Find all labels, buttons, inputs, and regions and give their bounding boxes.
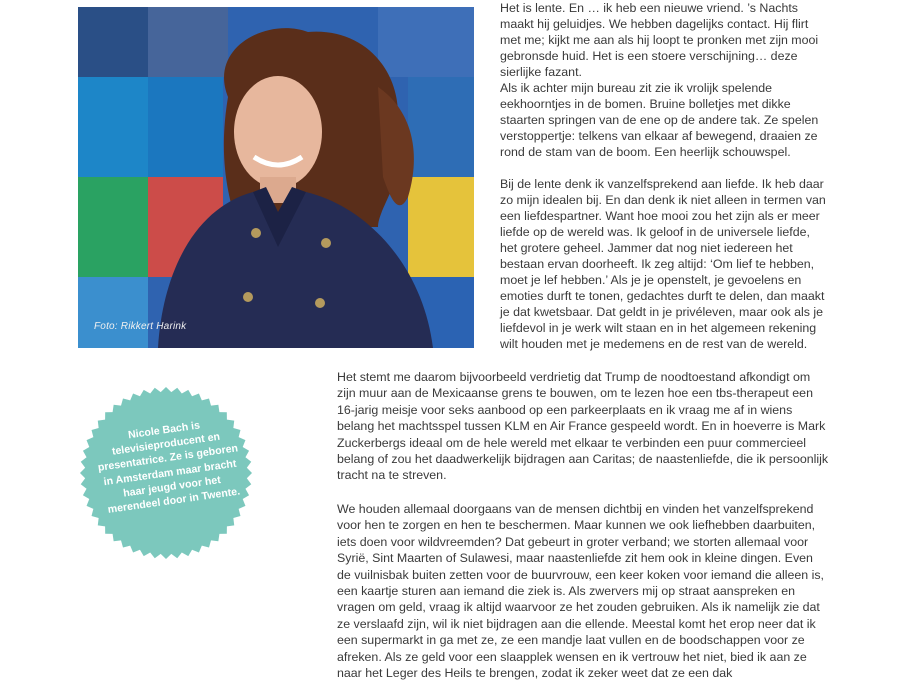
article-wide-paragraph-2	[337, 501, 829, 681]
paragraph: Als ik achter mijn bureau zit zie ik vrolijk spelende eekhoorntjes in de bomen. Bruine bolletjes met dikke staarten springen van de ene op de andere tak. Ze spelen verstoppertje: telkens van elkaar af bewegend, draaien ze rond de stam van de boom. Een heerlijk schouwspel.	[500, 81, 819, 159]
paragraph: Het stemt me daarom bijvoorbeeld verdrietig dat Trump de noodtoestand afkondigt om zijn muur aan de Mexicaanse grens te bouwen, om te lezen hoe een tbs-therapeut een 16-jarig meisje voor seks aanbood op een parkeerplaats en ik vraag me af in wiens belang het machtsspel tussen KLM en Air France gespeeld wordt. En in hoeverre is Mark Zuckerbergs ideaal om de hele wereld met elkaar te verbinden een puur commercieel belang of zou het daadwerkelijk bijdragen aan Caritas; de naastenliefde, die ik persoonlijk tracht na te streven.	[337, 370, 829, 483]
paragraph: We houden allemaal doorgaans van de mensen dichtbij en vinden het vanzelfsprekend voor hen te zorgen en hen te beschermen. Maar kunnen we ook liefhebben daarbuiten, iets doen voor wildvreemden? Dat gebeurt in groter verband; we storten allemaal voor Syrië, Sint Maarten of Sulawesi, maar naastenliefde zit hem ook in kleine dingen. Even de vuilnisbak buiten zetten voor de buurvrouw, een keer koken voor iemand die alleen is, een kaartje sturen aan iemand die ziek is. Als zwervers mij op straat aanspreken en vragen om geld, vraag ik altijd waarvoor ze het zouden gebruiken. Als ik namelijk zie dat ze verslaafd zijn, wil ik niet bijdragen aan die ellende. Meestal komt het erop neer dat ik een supermarkt in ga met ze, ze een mandje laat vullen en de boodschappen voor ze afreken. Als ze geld voor een slaapplek wensen en ik vertrouw het niet, bied ik aan ze naar het Leger des Heils te brengen, zodat ik zeker weet dat ze een dak	[337, 502, 824, 681]
paragraph: Bij de lente denk ik vanzelfsprekend aan liefde. Ik heb daar zo mijn idealen bij. En dan denk ik niet alleen in termen van een liefdespartner. Want hoe mooi zou het zijn als er meer liefde op de wereld was. Ik geloof in de universele liefde, het grotere geheel. Jammer dat nog niet iedereen het bestaan ervan doorheeft. Ik zeg altijd: ‘Om lief te hebben, moet je lef hebben.’ Als je je openstelt, je gevoelens en emoties durft te tonen, gedachtes durft te delen, dan maakt je dat kwetsbaar. Dat geldt in je privéleven, maar ook als je liefdevol in je werk wilt staan en in het algemeen rekening wilt houden met je medemens en de rest van de wereld.	[500, 177, 826, 351]
paragraph: Het is lente. En … ik heb een nieuwe vriend. ’s Nachts maakt hij geluidjes. We hebben dagelijks contact. Hij flirt met me; kijkt me aan als hij loopt te pronken met zijn mooi gebronsde huid. Het is een stoere verschijning… deze sierlijke fazant.	[500, 1, 819, 79]
portrait-illustration	[78, 7, 474, 348]
author-bio: Nicole Bach is televisieproducent en presentatrice. Ze is geboren in Amsterdam maar bracht haar jeugd voor het merendeel door in Twente.	[97, 419, 241, 516]
article-wide-paragraph-1	[337, 369, 829, 484]
article-right-column	[500, 0, 830, 352]
photo-credit: Foto: Rikkert Harink	[94, 321, 187, 332]
portrait-photo	[78, 7, 474, 348]
